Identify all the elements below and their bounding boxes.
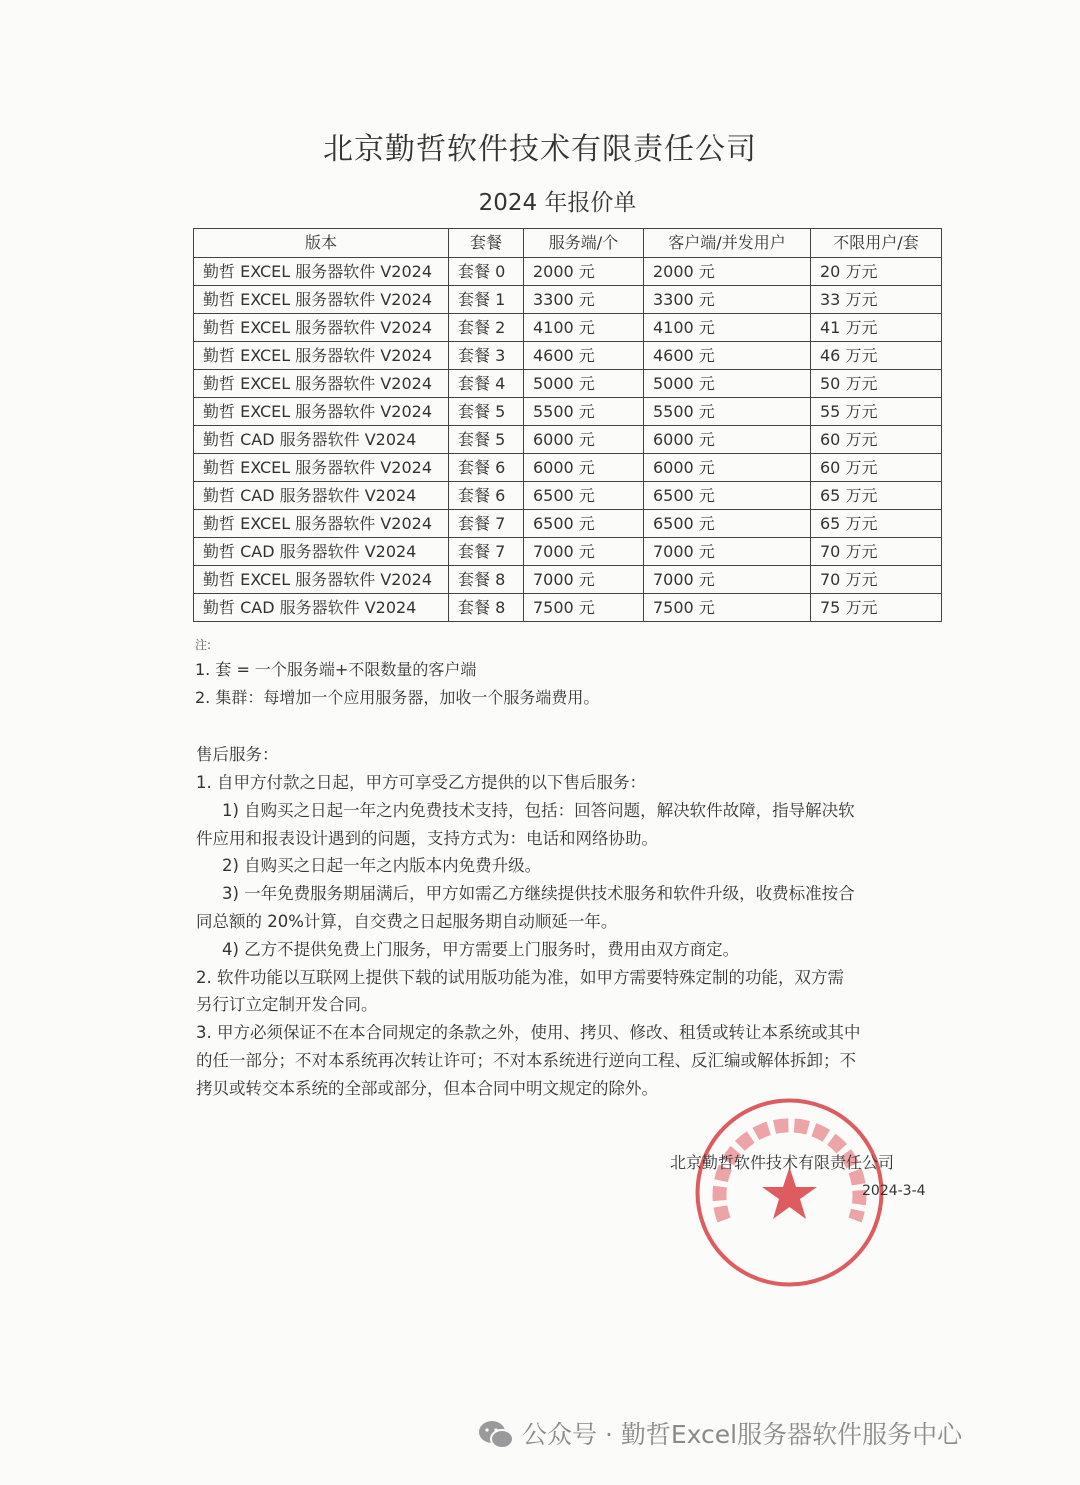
cell-package: 套餐 0: [449, 258, 524, 286]
cell-unlimited-price: 75 万元: [811, 594, 942, 622]
cell-version: 勤哲 EXCEL 服务器软件 V2024: [194, 314, 449, 342]
cell-server-price: 4600 元: [524, 342, 644, 370]
cell-server-price: 5000 元: [524, 370, 644, 398]
star-icon: [762, 1167, 817, 1219]
cell-unlimited-price: 33 万元: [811, 286, 942, 314]
service-line: 2. 软件功能以互联网上提供下载的试用版功能为准，如甲方需要特殊定制的功能，双方需: [196, 967, 844, 987]
document-title: 北京勤哲软件技术有限责任公司: [323, 132, 757, 167]
cell-client-price: 6500 元: [644, 510, 811, 538]
cell-client-price: 7000 元: [644, 566, 811, 594]
cell-server-price: 7500 元: [524, 594, 644, 622]
cell-package: 套餐 4: [449, 370, 524, 398]
service-line: 2) 自购买之日起一年之内版本内免费升级。: [222, 856, 542, 876]
cell-version: 勤哲 CAD 服务器软件 V2024: [194, 594, 449, 622]
cell-version: 勤哲 EXCEL 服务器软件 V2024: [194, 370, 449, 398]
note-item: 1. 套 = 一个服务端+不限数量的客户端: [195, 660, 477, 679]
table-row: [194, 398, 942, 426]
cell-client-price: 4100 元: [644, 314, 811, 342]
cell-version: 勤哲 EXCEL 服务器软件 V2024: [194, 566, 449, 594]
service-heading: 售后服务：: [196, 745, 279, 764]
table-row: [194, 370, 942, 398]
cell-server-price: 5500 元: [524, 398, 644, 426]
header-package: 套餐: [449, 229, 524, 258]
table-header-row: [194, 229, 942, 258]
watermark: [478, 1420, 962, 1450]
cell-unlimited-price: 60 万元: [811, 426, 942, 454]
cell-server-price: 6000 元: [524, 426, 644, 454]
cell-client-price: 2000 元: [644, 258, 811, 286]
cell-version: 勤哲 CAD 服务器软件 V2024: [194, 426, 449, 454]
cell-client-price: 7000 元: [644, 538, 811, 566]
cell-package: 套餐 7: [449, 510, 524, 538]
service-line: 3. 甲方必须保证不在本合同规定的条款之外，使用、拷贝、修改、租赁或转让本系统或其中: [196, 1023, 861, 1043]
service-line: 件应用和报表设计遇到的问题，支持方式为：电话和网络协助。: [196, 828, 658, 848]
cell-unlimited-price: 60 万元: [811, 454, 942, 482]
cell-version: 勤哲 CAD 服务器软件 V2024: [194, 538, 449, 566]
header-server: 服务端/个: [524, 229, 644, 258]
cell-server-price: 7000 元: [524, 538, 644, 566]
cell-unlimited-price: 55 万元: [811, 398, 942, 426]
cell-unlimited-price: 70 万元: [811, 566, 942, 594]
document-subtitle: 2024 年报价单: [478, 190, 637, 216]
service-line: 另行订立定制开发合同。: [196, 995, 378, 1015]
table-row: [194, 342, 942, 370]
cell-version: 勤哲 EXCEL 服务器软件 V2024: [194, 342, 449, 370]
cell-server-price: 7000 元: [524, 566, 644, 594]
service-line: 3) 一年免费服务期届满后，甲方如需乙方继续提供技术服务和软件升级，收费标准按合: [222, 884, 855, 904]
cell-client-price: 6500 元: [644, 482, 811, 510]
cell-unlimited-price: 65 万元: [811, 510, 942, 538]
table-row: [194, 566, 942, 594]
cell-version: 勤哲 EXCEL 服务器软件 V2024: [194, 510, 449, 538]
cell-version: 勤哲 EXCEL 服务器软件 V2024: [194, 398, 449, 426]
table-row: [194, 454, 942, 482]
price-table: [193, 228, 942, 622]
cell-client-price: 7500 元: [644, 594, 811, 622]
note-item: 2. 集群：每增加一个应用服务器，加收一个服务端费用。: [195, 688, 600, 707]
service-line: 1. 自甲方付款之日起，甲方可享受乙方提供的以下售后服务：: [196, 773, 646, 792]
cell-client-price: 5500 元: [644, 398, 811, 426]
cell-server-price: 3300 元: [524, 286, 644, 314]
cell-unlimited-price: 70 万元: [811, 538, 942, 566]
signature-company: 北京勤哲软件技术有限责任公司: [670, 1153, 895, 1172]
table-row: [194, 286, 942, 314]
cell-server-price: 6000 元: [524, 454, 644, 482]
service-line: 的任一部分；不对本系统再次转让许可；不对本系统进行逆向工程、反汇编或解体拆卸；不: [196, 1051, 856, 1070]
cell-unlimited-price: 50 万元: [811, 370, 942, 398]
cell-unlimited-price: 41 万元: [811, 314, 942, 342]
notes-label: 注:: [195, 638, 212, 652]
table-row: [194, 594, 942, 622]
service-line: 1) 自购买之日起一年之内免费技术支持，包括：回答问题，解决软件故障，指导解决软: [222, 800, 855, 820]
cell-client-price: 4600 元: [644, 342, 811, 370]
cell-server-price: 2000 元: [524, 258, 644, 286]
cell-unlimited-price: 46 万元: [811, 342, 942, 370]
table-row: [194, 314, 942, 342]
service-line: 同总额的 20%计算，自交费之日起服务期自动顺延一年。: [196, 912, 618, 931]
cell-version: 勤哲 EXCEL 服务器软件 V2024: [194, 454, 449, 482]
table-row: [194, 538, 942, 566]
header-client: 客户端/并发用户: [644, 229, 811, 258]
service-line: 拷贝或转交本系统的全部或部分，但本合同中明文规定的除外。: [196, 1078, 658, 1098]
cell-server-price: 6500 元: [524, 510, 644, 538]
cell-version: 勤哲 EXCEL 服务器软件 V2024: [194, 286, 449, 314]
cell-package: 套餐 2: [449, 314, 524, 342]
cell-package: 套餐 7: [449, 538, 524, 566]
cell-client-price: 5000 元: [644, 370, 811, 398]
cell-package: 套餐 6: [449, 482, 524, 510]
cell-client-price: 6000 元: [644, 426, 811, 454]
cell-package: 套餐 5: [449, 398, 524, 426]
cell-package: 套餐 6: [449, 454, 524, 482]
cell-unlimited-price: 65 万元: [811, 482, 942, 510]
table-row: [194, 258, 942, 286]
cell-package: 套餐 3: [449, 342, 524, 370]
company-seal: [692, 1095, 887, 1290]
cell-server-price: 6500 元: [524, 482, 644, 510]
cell-package: 套餐 8: [449, 566, 524, 594]
cell-version: 勤哲 EXCEL 服务器软件 V2024: [194, 258, 449, 286]
cell-server-price: 4100 元: [524, 314, 644, 342]
signature-date: 2024-3-4: [862, 1183, 926, 1199]
table-row: [194, 510, 942, 538]
table-row: [194, 426, 942, 454]
cell-client-price: 6000 元: [644, 454, 811, 482]
table-row: [194, 482, 942, 510]
cell-package: 套餐 1: [449, 286, 524, 314]
header-unlimited: 不限用户/套: [811, 229, 942, 258]
cell-version: 勤哲 CAD 服务器软件 V2024: [194, 482, 449, 510]
cell-package: 套餐 8: [449, 594, 524, 622]
wechat-icon: [478, 1420, 514, 1450]
header-version: 版本: [194, 229, 449, 258]
cell-client-price: 3300 元: [644, 286, 811, 314]
watermark-text: 公众号 · 勤哲Excel服务器软件服务中心: [522, 1420, 963, 1449]
service-line: 4) 乙方不提供免费上门服务，甲方需要上门服务时，费用由双方商定。: [222, 939, 740, 959]
cell-package: 套餐 5: [449, 426, 524, 454]
cell-unlimited-price: 20 万元: [811, 258, 942, 286]
